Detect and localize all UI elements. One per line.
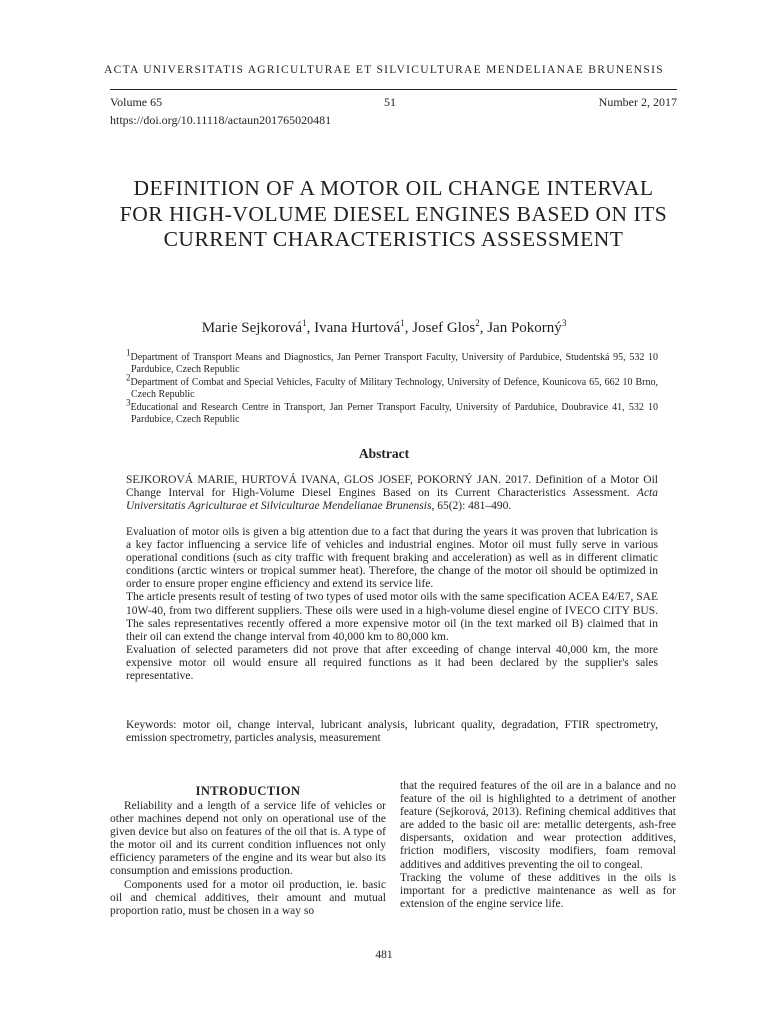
section-heading-introduction: INTRODUCTION [195, 784, 301, 798]
author: Marie Sejkorová [201, 320, 303, 336]
article-title: DEFINITION OF A MOTOR OIL CHANGE INTERVAL FOR HIGH-VOLUME DIESEL ENGINES BASED ON ITS CURRENT CHARACTERISTICS ASSESSMENT [119, 176, 668, 251]
right-column [400, 780, 676, 911]
author-affiliation-mark: 1 [302, 318, 307, 328]
body-paragraph: Components used for a motor oil production, ie. basic oil and chemical additives, their amount and mutual proportion ratio, must be chosen in a way so [110, 878, 386, 917]
affiliations [126, 347, 658, 427]
body-paragraph: Tracking the volume of these additives in the oils is important for a predictive maintenance as well as for extension of the engine service life. [400, 871, 676, 910]
author-affiliation-mark: 3 [561, 318, 567, 328]
affiliation: $^2$Department of Combat and Special Vehicles, Faculty of Military Technology, University of Defence, Kounicova 65, 662 10 Brno, Czech Republic [126, 372, 658, 401]
abstract-paragraph: The article presents result of testing of two types of used motor oils with the same specification ACEA E4/E7, SAE 10W-40, from two different suppliers. These oils were used in a high-volume diesel engine of IVECO CITY BUS. The sales representatives recently offered a more expensive motor oil (in the text marked oil B) claimed that in their oil can extend the change interval from 40,000 km to 80,000 km. [126, 591, 658, 643]
affiliation: $^3$Educational and Research Centre in Transport, Jan Perner Transport Faculty, University of Pardubice, Doubravice 41, 532 10 Pardubice, Czech Republic [126, 397, 658, 426]
author-affiliation-mark: 1 [400, 318, 405, 328]
author-list: Marie Sejkorová$^1$, Ivana Hurtová$^1$, Josef Glos$^2$, Jan Pokorný$^3$ [201, 318, 567, 336]
keywords: Keywords: motor oil, change interval, lubricant analysis, lubricant quality, degradation, FTIR spectrometry, emission spectrometry, particles analysis, measurement [126, 719, 658, 745]
author-affiliation-mark: 2 [475, 318, 480, 328]
volume-label: Volume 65 [110, 95, 163, 109]
author: Josef Glos [412, 320, 476, 336]
abstract-text [126, 526, 658, 683]
journal-citation-name: Acta Universitatis Agriculturae et Silviculturae Mendelianae Brunensis [126, 487, 658, 513]
doi-link[interactable]: https://doi.org/10.11118/actaun201765020481 [110, 113, 332, 127]
author: Ivana Hurtová [314, 320, 401, 336]
abstract-citation: SEJKOROVÁ MARIE, HURTOVÁ IVANA, GLOS JOSEF, POKORNÝ JAN. 2017. Definition of a Motor Oil Change Interval for High-Volume Diesel Engines Based on its Current Characteristics Assessment. Acta Universitatis Agriculturae et Silviculturae Mendelianae Brunensis, 65(2): 481–490. [126, 474, 658, 513]
issue-page-number: 51 [384, 95, 396, 109]
body-paragraph: Reliability and a length of a service life of vehicles or other machines depend not only on operational use of the given device but also on features of the oil that is. A type of the motor oil and its current condition influences not only efficiency parameters of the engine and its wear but also its consumption and emissions production. [110, 800, 386, 878]
header-rule [110, 89, 677, 90]
body-paragraph: that the required features of the oil are in a balance and no feature of the oil is highlighted to a detriment of another feature (Sejkorová, 2013). Refining chemical additives that are added to the basic oil are: metallic detergents, ash-free dispersants, oxidation and wear protection additives, friction modifiers, viscosity modifiers, foam removal additives and additives preventing the oil to congeal. [400, 780, 676, 871]
left-column [110, 800, 386, 918]
affiliation: $^1$Department of Transport Means and Diagnostics, Jan Perner Transport Faculty, University of Pardubice, Studentská 95, 532 10 Pardubice, Czech Republic [126, 347, 658, 376]
issue-number: Number 2, 2017 [598, 95, 677, 109]
abstract-paragraph: Evaluation of motor oils is given a big attention due to a fact that during the years it was proven that lubrication is a key factor influencing a service life of vehicles and industrial engines. Motor oil must fully serve in various operational conditions (such as city traffic with frequent braking and acceleration) as well as in different climatic conditions (arctic winters or tropical summer heat). Therefore, the change of the motor oil should be optimized in order to ensure proper engine efficiency and extend its service life. [126, 526, 658, 591]
abstract-paragraph: Evaluation of selected parameters did not prove that after exceeding of change interval 40,000 km, the more expensive motor oil would ensure all required functions as it had been declared by the supplier's sales representative. [126, 643, 658, 683]
author: Jan Pokorný [487, 320, 562, 336]
journal-name: ACTA UNIVERSITATIS AGRICULTURAE ET SILVICULTURAE MENDELIANAE BRUNENSIS [104, 64, 664, 76]
abstract-heading: Abstract [358, 446, 410, 461]
page-number: 481 [375, 949, 393, 961]
